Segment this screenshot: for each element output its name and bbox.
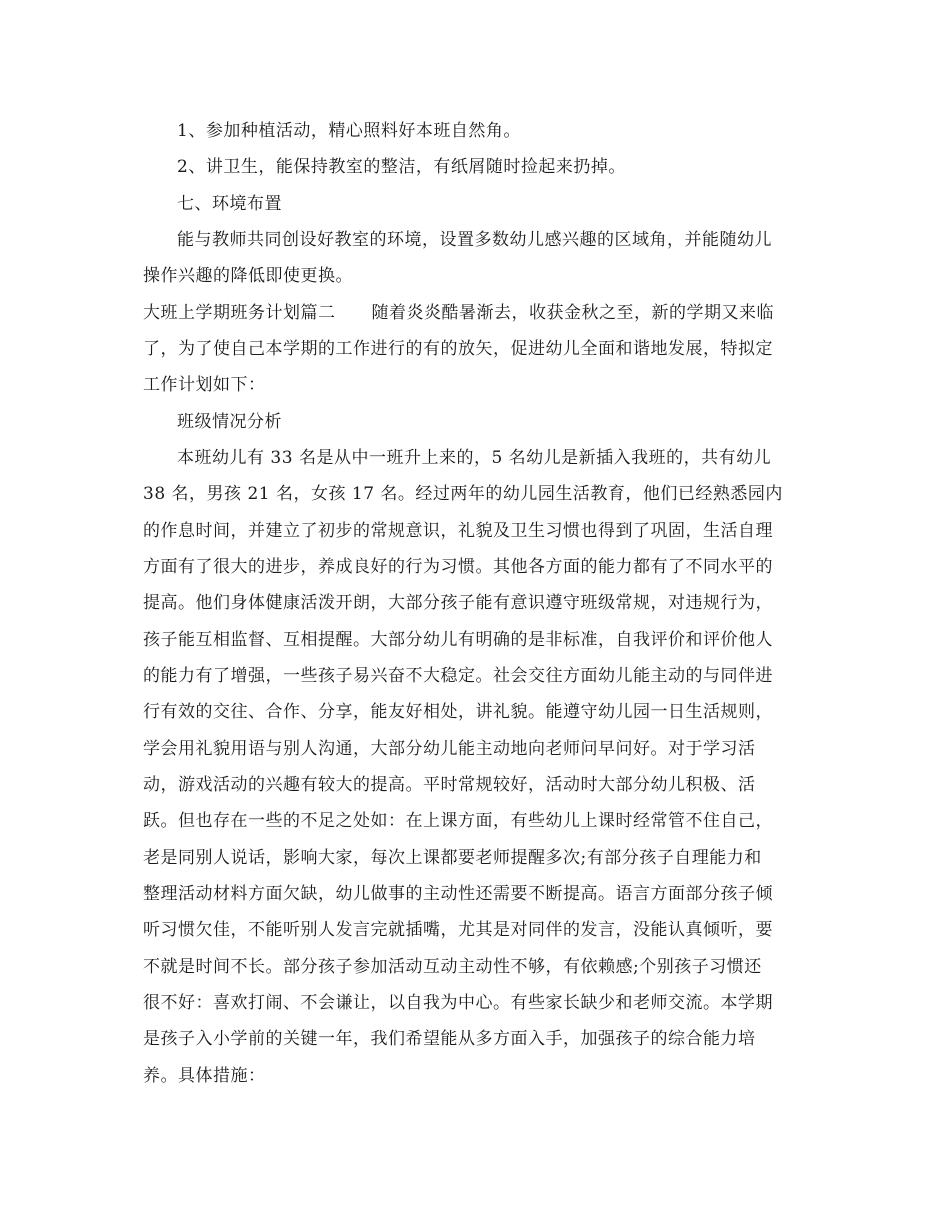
paragraph-line: 学会用礼貌用语与别人沟通，大部分幼儿能主动地向老师问早问好。对于学习活 [143, 739, 756, 759]
paragraph-line: 孩子能互相监督、互相提醒。大部分幼儿有明确的是非标准，自我评价和评价他人 [143, 630, 773, 650]
paragraph-line: 能与教师共同创设好教室的环境，设置多数幼儿感兴趣的区域角，并能随幼儿 [177, 230, 772, 250]
paragraph-line: 本班幼儿有 33 名是从中一班升上来的，5 名幼儿是新插入我班的，共有幼儿 [177, 448, 772, 468]
paragraph-line: 不就是时间不长。部分孩子参加活动互动主动性不够，有依赖感;个别孩子习惯还 [143, 957, 762, 977]
paragraph-line: 的作息时间，并建立了初步的常规意识，礼貌及卫生习惯也得到了巩固，生活自理 [143, 521, 773, 541]
title-intro-line [143, 303, 774, 323]
list-item-2: 2、讲卫生，能保持教室的整洁，有纸屑随时捡起来扔掉。 [177, 157, 626, 177]
paragraph-line: 跃。但也存在一些的不足之处如：在上课方面，有些幼儿上课时经常管不住自己， [143, 811, 773, 831]
paragraph-line: 养。具体措施： [143, 1066, 266, 1086]
section-heading-environment: 七、环境布置 [177, 194, 282, 214]
paragraph-line: 操作兴趣的降低即使更换。 [143, 266, 353, 286]
paragraph-line: 很不好：喜欢打闹、不会谦让，以自我为中心。有些家长缺少和老师交流。本学期 [143, 993, 773, 1013]
paragraph-line: 的能力有了增强，一些孩子易兴奋不大稳定。社会交往方面幼儿能主动的与同伴进 [143, 666, 773, 686]
paragraph-line: 提高。他们身体健康活泼开朗，大部分孩子能有意识遵守班级常规，对违规行为， [143, 593, 773, 613]
document-title: 大班上学期班务计划篇二 [143, 303, 336, 323]
paragraph-line: 行有效的交往、合作、分享，能友好相处，讲礼貌。能遵守幼儿园一日生活规则， [143, 702, 773, 722]
paragraph-line: 方面有了很大的进步，养成良好的行为习惯。其他各方面的能力都有了不同水平的 [143, 557, 773, 577]
paragraph-line: 38 名，男孩 21 名，女孩 17 名。经过两年的幼儿园生活教育，他们已经熟悉园内 [143, 484, 783, 504]
paragraph-line: 是孩子入小学前的关键一年，我们希望能从多方面入手，加强孩子的综合能力培 [143, 1029, 756, 1049]
paragraph-line: 听习惯欠佳，不能听别人发言完就插嘴，尤其是对同伴的发言，没能认真倾听，要 [143, 920, 773, 940]
intro-text: 随着炎炎酷暑渐去，收获金秋之至，新的学期又来临 [371, 303, 774, 323]
paragraph-line: 了，为了使自己本学期的工作进行的有的放矢，促进幼儿全面和谐地发展，特拟定 [143, 339, 773, 359]
list-item-1: 1、参加种植活动，精心照料好本班自然角。 [177, 121, 521, 141]
section-heading-class-analysis: 班级情况分析 [177, 412, 282, 432]
paragraph-line: 整理活动材料方面欠缺，幼儿做事的主动性还需要不断提高。语言方面部分孩子倾 [143, 884, 773, 904]
paragraph-line: 老是同别人说话，影响大家，每次上课都要老师提醒多次;有部分孩子自理能力和 [143, 848, 762, 868]
paragraph-line: 动，游戏活动的兴趣有较大的提高。平时常规较好，活动时大部分幼儿积极、活 [143, 775, 756, 795]
paragraph-line: 工作计划如下： [143, 375, 266, 395]
